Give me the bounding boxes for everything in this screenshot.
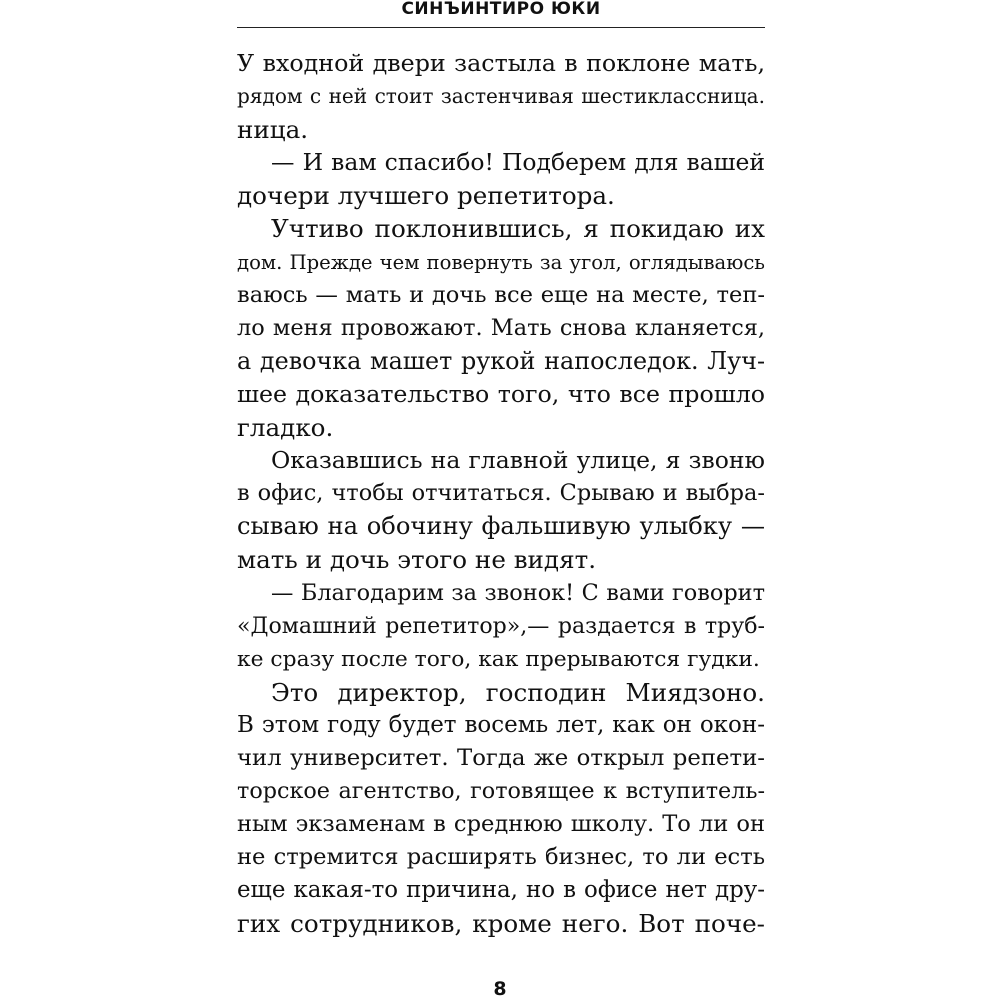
text-line: мать и дочь этого не видят. [237, 545, 597, 575]
text-line: еще какая-то причина, но в офисе нет дру- [237, 877, 765, 904]
text-line: У входной двери застыла в поклоне мать, [237, 49, 765, 77]
text-line: шее доказательство того, что все прошло [237, 379, 765, 408]
running-header-author: СИНЪИНТИРО ЮКИ [237, 0, 765, 28]
text-line: «Домашний репетитор»,— раздается в труб- [237, 612, 765, 639]
text-line: гих сотрудников, кроме него. Вот поче- [237, 909, 765, 939]
text-line: не стремится расширять бизнес, то ли есть [237, 844, 765, 871]
body-text [237, 47, 765, 941]
text-line: Учтиво поклонившись, я покидаю их [271, 214, 765, 244]
page-number: 8 [493, 978, 507, 1000]
text-line: чил университет. Тогда же открыл репети- [237, 744, 765, 771]
text-line: В этом году будет восемь лет, как он окон- [237, 711, 765, 738]
text-line: ваюсь — мать и дочь все еще на месте, теп- [237, 281, 765, 308]
text-line: дочери лучшего репетитора. [237, 181, 615, 211]
text-line: Оказавшись на главной улице, я звоню [271, 446, 765, 475]
text-line: ница. [237, 115, 309, 145]
text-line: — Благодарим за звонок! С вами говорит [271, 579, 765, 606]
text-line: ло меня провожают. Мать снова кланяется, [237, 314, 765, 341]
text-line: торское агентство, готовящее к вступитель- [237, 778, 765, 805]
text-line: рядом с ней стоит застенчивая шестиклассница. [237, 84, 765, 109]
text-line: — И вам спасибо! Подберем для вашей [271, 148, 765, 177]
text-line: сываю на обочину фальшивую улыбку — [237, 512, 765, 541]
text-line: ным экзаменам в среднюю школу. То ли он [237, 811, 765, 838]
text-line: Это директор, господин Миядзоно. [271, 677, 765, 707]
text-line: гладко. [237, 413, 334, 443]
text-line: в офис, чтобы отчитаться. Срываю и выбра- [237, 480, 765, 507]
text-line: а девочка машет рукой напоследок. Луч- [237, 346, 765, 375]
text-line: ке сразу после того, как прерываются гудки. [237, 646, 760, 672]
text-line: дом. Прежде чем повернуть за угол, оглядываюсь [237, 250, 765, 274]
